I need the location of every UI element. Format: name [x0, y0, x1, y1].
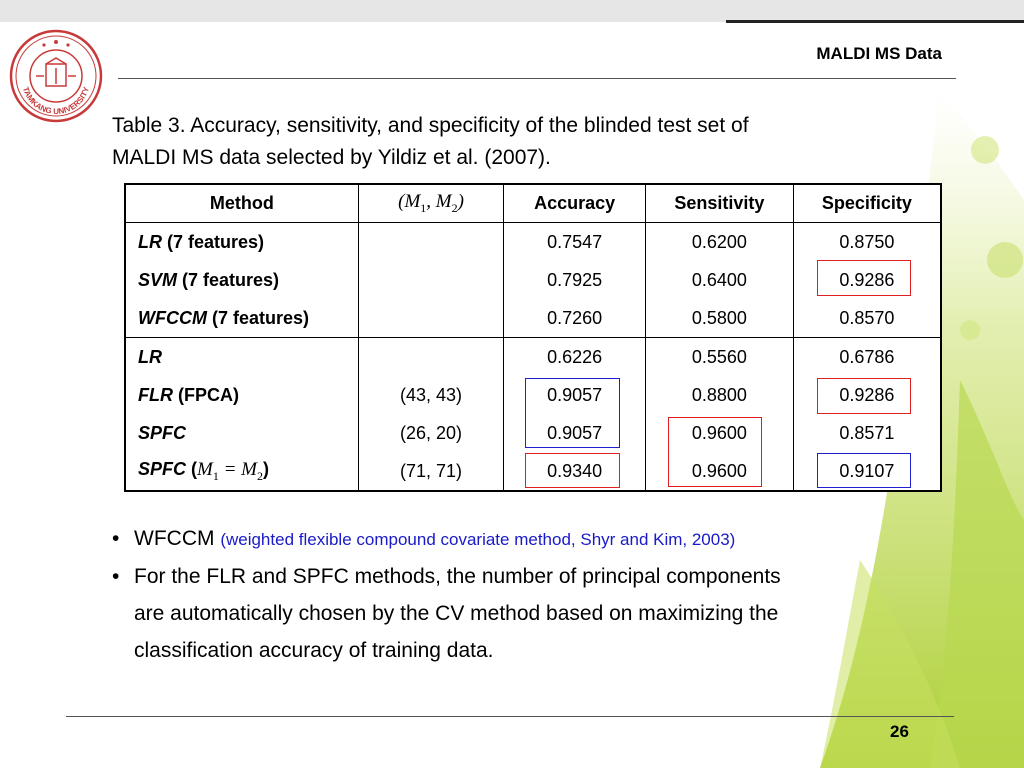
cell-sensitivity: 0.5800	[646, 299, 794, 338]
cell-specificity: 0.8750	[793, 223, 941, 262]
table-row	[125, 338, 941, 377]
cell-method: FLR (FPCA)	[125, 376, 358, 414]
bullet-dot-icon: •	[112, 527, 120, 550]
bullet-text-line: For the FLR and SPFC methods, the number of principal components	[134, 565, 781, 588]
cell-accuracy: 0.7260	[504, 299, 646, 338]
table-caption	[112, 110, 912, 174]
cell-method: SVM (7 features)	[125, 261, 358, 299]
header-divider	[118, 78, 956, 79]
table-row	[125, 452, 941, 491]
cell-specificity: 0.8571	[793, 414, 941, 452]
footer-divider	[66, 716, 954, 717]
col-header-method: Method	[125, 184, 358, 223]
cell-method: LR (7 features)	[125, 223, 358, 262]
svg-text:TAMKANG UNIVERSITY: TAMKANG UNIVERSITY	[20, 85, 92, 116]
cell-specificity: 0.9286	[793, 261, 941, 299]
bullet-item	[112, 520, 952, 558]
cell-m	[358, 299, 503, 338]
results-table	[124, 183, 942, 492]
bullet-dot-icon: •	[112, 565, 120, 588]
cell-m: (43, 43)	[358, 376, 503, 414]
col-header-sensitivity: Sensitivity	[646, 184, 794, 223]
cell-m: (71, 71)	[358, 452, 503, 491]
table-header-row	[125, 184, 941, 223]
cell-m: (26, 20)	[358, 414, 503, 452]
cell-specificity: 0.9286	[793, 376, 941, 414]
cell-sensitivity: 0.8800	[646, 376, 794, 414]
bullet-main-text: WFCCM	[134, 527, 221, 550]
col-header-accuracy: Accuracy	[504, 184, 646, 223]
bullet-text-line: classification accuracy of training data.	[134, 639, 494, 662]
col-header-specificity: Specificity	[793, 184, 941, 223]
table-row	[125, 299, 941, 338]
cell-specificity: 0.6786	[793, 338, 941, 377]
bullet-list	[112, 520, 952, 669]
caption-line-1: Table 3. Accuracy, sensitivity, and specificity of the blinded test set of	[112, 114, 749, 137]
cell-sensitivity: 0.9600	[646, 452, 794, 491]
cell-accuracy: 0.6226	[504, 338, 646, 377]
cell-accuracy: 0.7925	[504, 261, 646, 299]
caption-line-2: MALDI MS data selected by Yildiz et al. (2007).	[112, 146, 551, 169]
cell-method: LR	[125, 338, 358, 377]
cell-method: SPFC $(M_1 = M_2)$	[125, 452, 358, 491]
cell-method: SPFC	[125, 414, 358, 452]
cell-m	[358, 338, 503, 377]
cell-accuracy: 0.9057	[504, 414, 646, 452]
bullet-text-line: are automatically chosen by the CV method based on maximizing the	[134, 602, 779, 625]
cell-m	[358, 261, 503, 299]
cell-sensitivity: 0.9600	[646, 414, 794, 452]
cell-accuracy: 0.9340	[504, 452, 646, 491]
cell-accuracy: 0.9057	[504, 376, 646, 414]
table-row	[125, 376, 941, 414]
cell-specificity: 0.8570	[793, 299, 941, 338]
bullet-note: (weighted flexible compound covariate method, Shyr and Kim, 2003)	[220, 530, 736, 549]
cell-sensitivity: 0.6400	[646, 261, 794, 299]
table-row	[125, 261, 941, 299]
table-row	[125, 223, 941, 262]
cell-accuracy: 0.7547	[504, 223, 646, 262]
cell-sensitivity: 0.6200	[646, 223, 794, 262]
cell-method: WFCCM (7 features)	[125, 299, 358, 338]
cell-m	[358, 223, 503, 262]
table-row	[125, 414, 941, 452]
university-seal-logo	[8, 28, 104, 124]
cell-sensitivity: 0.5560	[646, 338, 794, 377]
page-number: 26	[890, 722, 909, 741]
slide-header-title: MALDI MS Data	[816, 44, 942, 63]
col-header-m1-m2: ($M_1$, $M_2$)	[358, 184, 503, 223]
cell-specificity: 0.9107	[793, 452, 941, 491]
bullet-item	[112, 558, 952, 595]
